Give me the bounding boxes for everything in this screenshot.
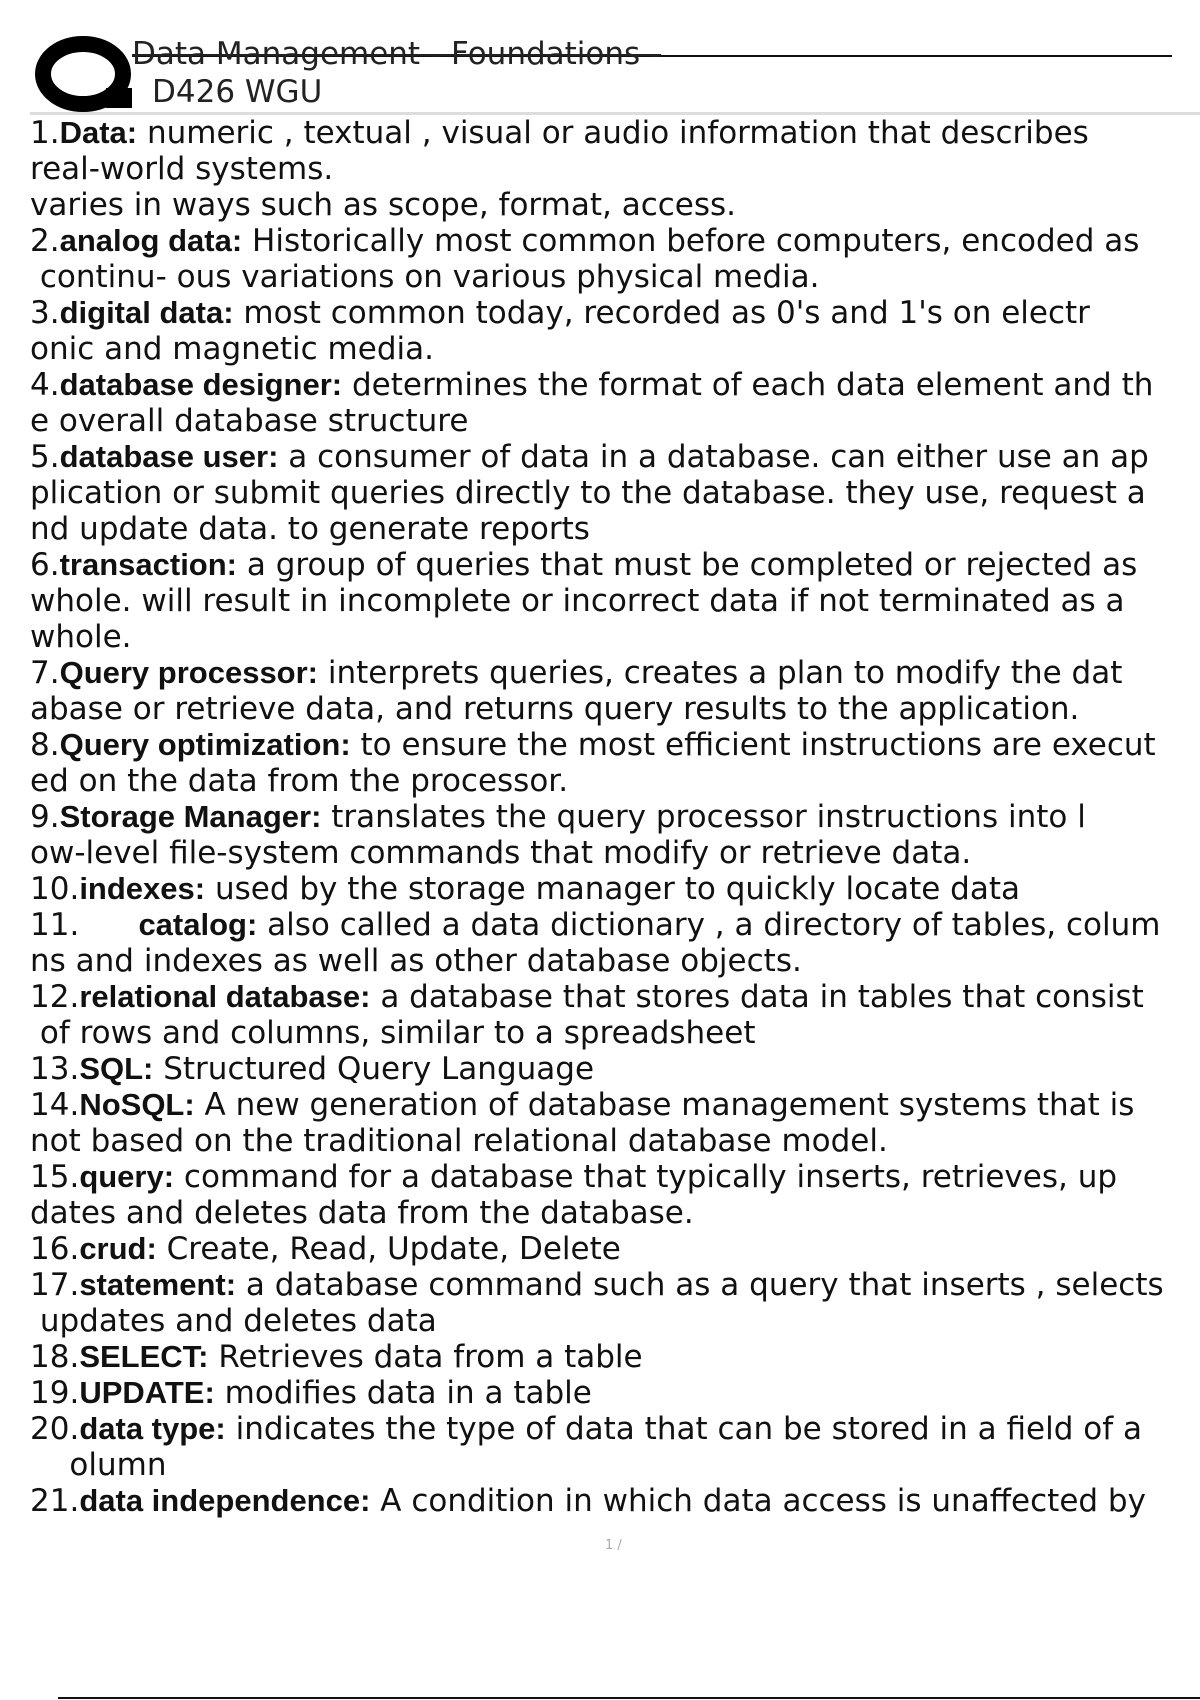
list-item [30,547,1200,655]
term-label: Query processor: [59,655,319,690]
definition-text: real-world systems. [30,151,334,187]
list-item [30,727,1200,799]
term-label: digital data: [59,295,234,330]
list-item [30,979,1200,1051]
page-number: 1 / [605,1538,622,1553]
definition-text: to ensure the most efficient instructions are execut [350,727,1156,763]
item-number: 15. [30,1159,80,1195]
item-number: 7. [30,655,60,691]
item-number: 8. [30,727,60,763]
definition-text: most common today, recorded as 0's and 1's on electr [233,295,1090,331]
list-item [30,907,1200,979]
list-item [30,799,1200,871]
list-item [30,115,1200,223]
document-title [132,35,661,111]
list-item [30,1231,1200,1267]
definition-text: continu- ous variations on various physical media. [30,259,820,295]
document-title-line1: Data Management - Foundations - [132,36,662,72]
item-number: 2. [30,223,60,259]
definition-text: varies in ways such as scope, format, access. [30,187,737,223]
definition-text: used by the storage manager to quickly locate data [205,871,1021,907]
list-item [30,1159,1200,1231]
list-item [30,1339,1200,1375]
term-label: catalog: [138,907,258,942]
item-number: 14. [30,1087,80,1123]
item-number: 18. [30,1339,80,1375]
list-item [30,1267,1200,1339]
term-label: Query optimization: [59,727,351,762]
definition-text: updates and deletes data [30,1303,437,1339]
term-label: query: [79,1159,175,1194]
definition-text: A condition in which data access is unaffected by [370,1483,1146,1519]
definition-text: numeric , textual , visual or audio information that describes [137,115,1089,151]
definition-text: interprets queries, creates a plan to modify the dat [318,655,1123,691]
item-number: 20. [30,1411,80,1447]
list-item [30,1411,1200,1483]
definition-text: olumn [30,1447,167,1483]
definition-text: also called a data dictionary , a directory of tables, colum [257,907,1161,943]
definition-text: a consumer of data in a database. can either use an ap [278,439,1149,475]
definition-text: ns and indexes as well as other database objects. [30,943,802,979]
term-label: NoSQL: [79,1087,195,1122]
page-header [30,30,1200,116]
list-item [30,1375,1200,1411]
item-number: 17. [30,1267,80,1303]
definition-text: indicates the type of data that can be stored in a field of a [225,1411,1142,1447]
item-number: 21. [30,1483,80,1519]
term-label: database designer: [59,367,343,402]
list-item [30,295,1200,367]
list-item [30,1051,1200,1087]
term-label: statement: [79,1267,237,1302]
bottom-rule [58,1697,1200,1699]
item-number: 4. [30,367,60,403]
definition-text: command for a database that typically inserts, retrieves, up [174,1159,1118,1195]
term-label: data independence: [79,1483,371,1518]
definition-text: a database that stores data in tables that consist [370,979,1144,1015]
term-label: transaction: [59,547,237,582]
definition-text: whole. [30,619,132,655]
definition-text: Structured Query Language [153,1051,595,1087]
term-label: database user: [59,439,279,474]
definition-text: abase or retrieve data, and returns query results to the application. [30,691,1080,727]
list-item [30,223,1200,295]
definition-text: ow-level file-system commands that modify or retrieve data. [30,835,972,871]
term-label: Storage Manager: [59,799,322,834]
document-title-line2: D426 WGU [152,74,323,110]
list-item [30,1087,1200,1159]
term-label: crud: [79,1231,157,1266]
definition-text: onic and magnetic media. [30,331,434,367]
flashcard-list [30,115,1200,1519]
q-logo-icon [32,34,142,114]
term-label: relational database: [79,979,371,1014]
definition-text: ed on the data from the processor. [30,763,569,799]
definition-text: a group of queries that must be completed or rejected as [237,547,1138,583]
list-item [30,367,1200,439]
definition-text: Retrieves data from a table [208,1339,643,1375]
item-number: 3. [30,295,60,331]
definition-text: modifies data in a table [214,1375,592,1411]
definition-text: translates the query processor instructions into l [321,799,1086,835]
list-item [30,439,1200,547]
definition-text: whole. will result in incomplete or incorrect data if not terminated as a [30,583,1125,619]
definition-text: Create, Read, Update, Delete [156,1231,621,1267]
definition-text: plication or submit queries directly to the database. they use, request a [30,475,1146,511]
term-label: indexes: [79,871,206,906]
definition-text: Historically most common before computers, encoded as [242,223,1140,259]
item-number: 10. [30,871,80,907]
item-number: 6. [30,547,60,583]
item-number: 19. [30,1375,80,1411]
item-number: 16. [30,1231,80,1267]
definition-text: a database command such as a query that inserts , selects [236,1267,1164,1303]
definition-text: A new generation of database management systems that is [194,1087,1135,1123]
definition-text: not based on the traditional relational database model. [30,1123,888,1159]
list-item [30,1483,1200,1519]
term-label: analog data: [59,223,243,258]
term-label: SQL: [79,1051,154,1086]
term-label: data type: [79,1411,226,1446]
definition-text: e overall database structure [30,403,469,439]
term-label: UPDATE: [79,1375,215,1410]
item-number: 9. [30,799,60,835]
definition-text: of rows and columns, similar to a spreadsheet [30,1015,756,1051]
list-item [30,655,1200,727]
item-number: 11. [30,907,139,943]
term-label: Data: [59,115,138,150]
definition-text: determines the format of each data element and th [342,367,1154,403]
item-number: 13. [30,1051,80,1087]
definition-text: nd update data. to generate reports [30,511,590,547]
list-item [30,871,1200,907]
term-label: SELECT: [79,1339,209,1374]
item-number: 1. [30,115,60,151]
definition-text: dates and deletes data from the database. [30,1195,694,1231]
item-number: 5. [30,439,60,475]
item-number: 12. [30,979,80,1015]
